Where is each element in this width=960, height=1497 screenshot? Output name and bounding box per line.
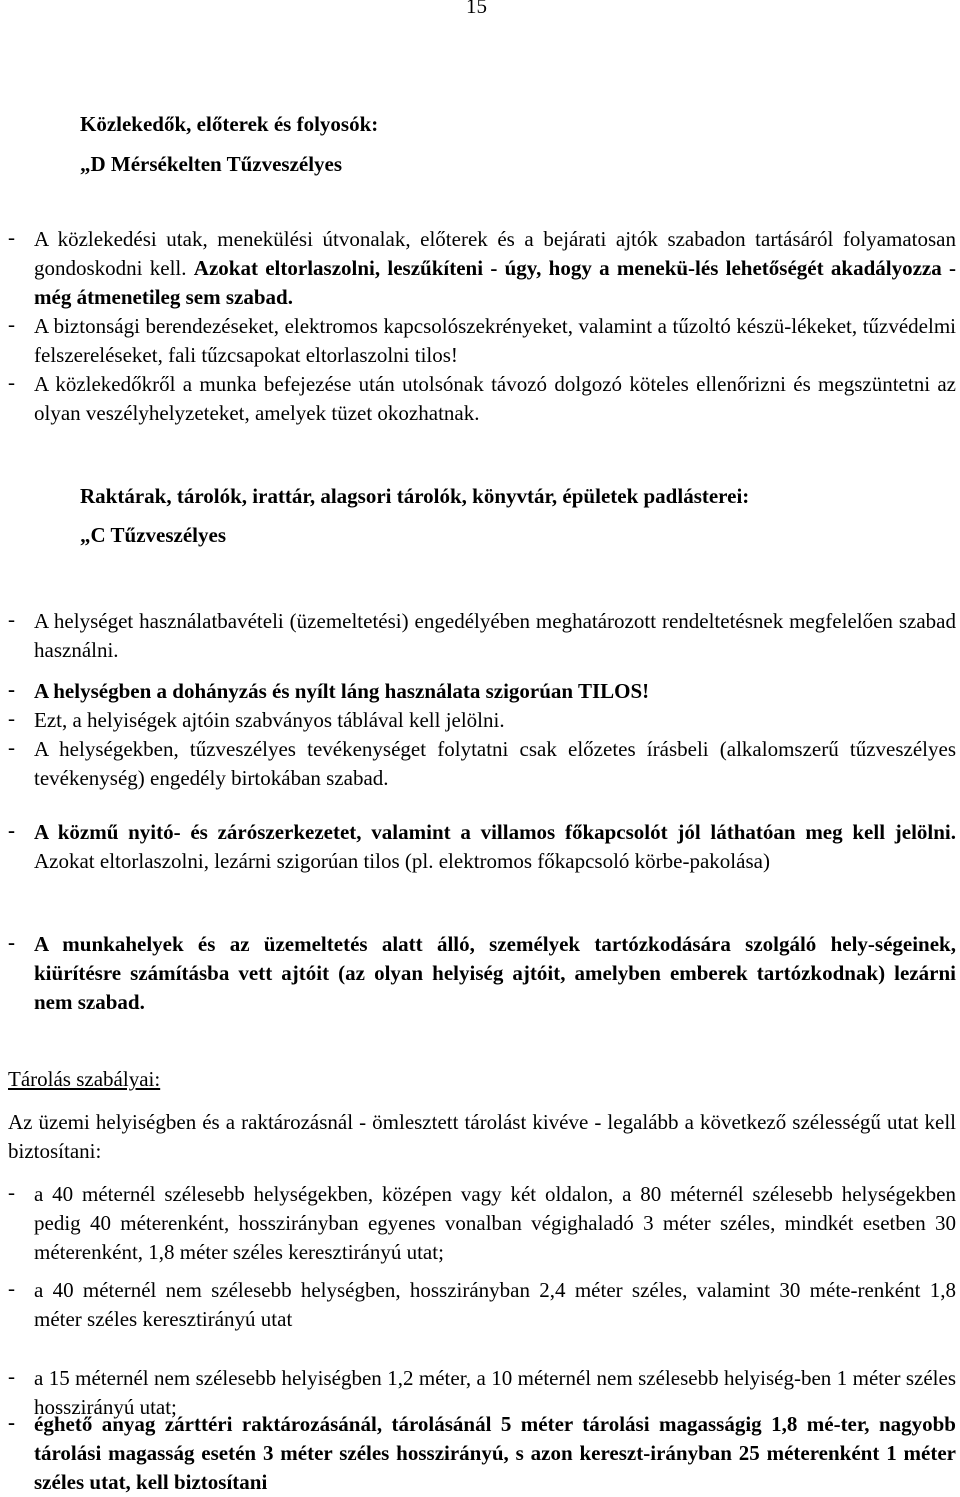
item-bold-text: Azokat eltorlaszolni, leszűkíteni - úgy, hogy a menekü-lés lehetőségét akadályozza - még átmenetileg sem szabad. [34,256,956,309]
list-dash: - [8,607,15,631]
intro-paragraph: Az üzemi helyiségben és a raktározásnál - ömlesztett tárolást kivéve - legalább a következő szélességű utat kell biztosítani: [8,1110,956,1163]
list-item: A biztonsági berendezéseket, elektromos kapcsolószekrényeket, valamint a tűzoltó készü-lékeket, tűzvédelmi felszereléseket, fali tűzcsapokat eltorlaszolni tilos! [34,314,956,367]
list-item: éghető anyag zárttéri raktározásánál, tárolásánál 5 méter tárolási magasságig 1,8 mé-ter, nagyobb tárolási magasság esetén 3 méter széles hosszirányú, s azon kereszt-irányban 25 méterenként 1 méter széles utat, kell biztosítani [34,1412,956,1494]
list-item: A munkahelyek és az üzemeltetés alatt álló, személyek tartózkodására szolgáló hely-ségeinek, kiürítésre számításba vett ajtóit (az olyan helyiség ajtóit, amelyben emberek tartózkodnak) lezárni nem szabad. [34,932,956,1014]
list-item: A helységekben, tűzveszélyes tevékenységet folytatni csak előzetes írásbeli (alkalomszerű tűzveszélyes tevékenység) engedély birtokában szabad. [34,737,956,790]
list-dash: - [8,706,15,730]
section-heading: Tárolás szabályai: [8,1067,161,1091]
fire-class-label: „D Mérsékelten Tűzveszélyes [80,152,343,176]
list-dash: - [8,370,15,394]
section-heading: Raktárak, tárolók, irattár, alagsori tárolók, könyvtár, épületek padlásterei: [80,484,750,508]
list-dash: - [8,735,15,759]
item-bold-text: A közmű nyitó- és zárószerkezetet, valamint a villamos főkapcsolót jól láthatóan meg kell jelölni. [34,820,956,844]
list-item: A közlekedőkről a munka befejezése után utolsónak távozó dolgozó köteles ellenőrizni és megszüntetni az olyan veszélyhelyzeteket, amelyek tüzet okozhatnak. [34,372,956,425]
list-item: a 15 méternél nem szélesebb helyiségben 1,2 méter, a 10 méternél nem szélesebb helyiség-ben 1 méter széles hosszirányú utat; [34,1366,956,1419]
list-dash: - [8,1410,15,1434]
list-item [34,225,956,312]
list-dash: - [8,312,15,336]
list-item: A helységet használatbavételi (üzemeltetési) engedélyében meghatározott rendeltetésnek megfelelően szabad használni. [34,609,956,662]
list-item: A helységben a dohányzás és nyílt láng használata szigorúan TILOS! [34,679,650,703]
list-item: Ezt, a helyiségek ajtóin szabványos táblával kell jelölni. [34,708,505,732]
list-dash: - [8,1276,15,1300]
list-dash: - [8,818,15,842]
list-dash: - [8,677,15,701]
item-text: A közlekedési utak, menekülési útvonalak, előterek és a bejárati ajtók szabadon tartásáról folyamatosan gondoskodni kell. [34,227,956,280]
list-dash: - [8,1364,15,1388]
section-heading: Közlekedők, előterek és folyosók: [80,112,379,136]
item-text: Azokat eltorlaszolni, lezárni szigorúan tilos (pl. elektromos főkapcsoló körbe-pakolása) [34,849,770,873]
list-item [34,818,956,876]
list-item: a 40 méternél szélesebb helységekben, középen vagy két oldalon, a 80 méternél szélesebb helységekben pedig 40 méterenként, hosszirányban egyenes vonalban végighaladó 3 méter széles, mindkét esetben 30 méterenként, 1,8 méter széles keresztirányú utat; [34,1182,956,1264]
page-number: 15 [466,0,487,18]
fire-class-label: „C Tűzveszélyes [80,523,227,547]
list-dash: - [8,225,15,249]
list-dash: - [8,930,15,954]
list-dash: - [8,1180,15,1204]
list-item: a 40 méternél nem szélesebb helységben, hosszirányban 2,4 méter széles, valamint 30 méte-renként 1,8 méter széles keresztirányú utat [34,1278,956,1331]
